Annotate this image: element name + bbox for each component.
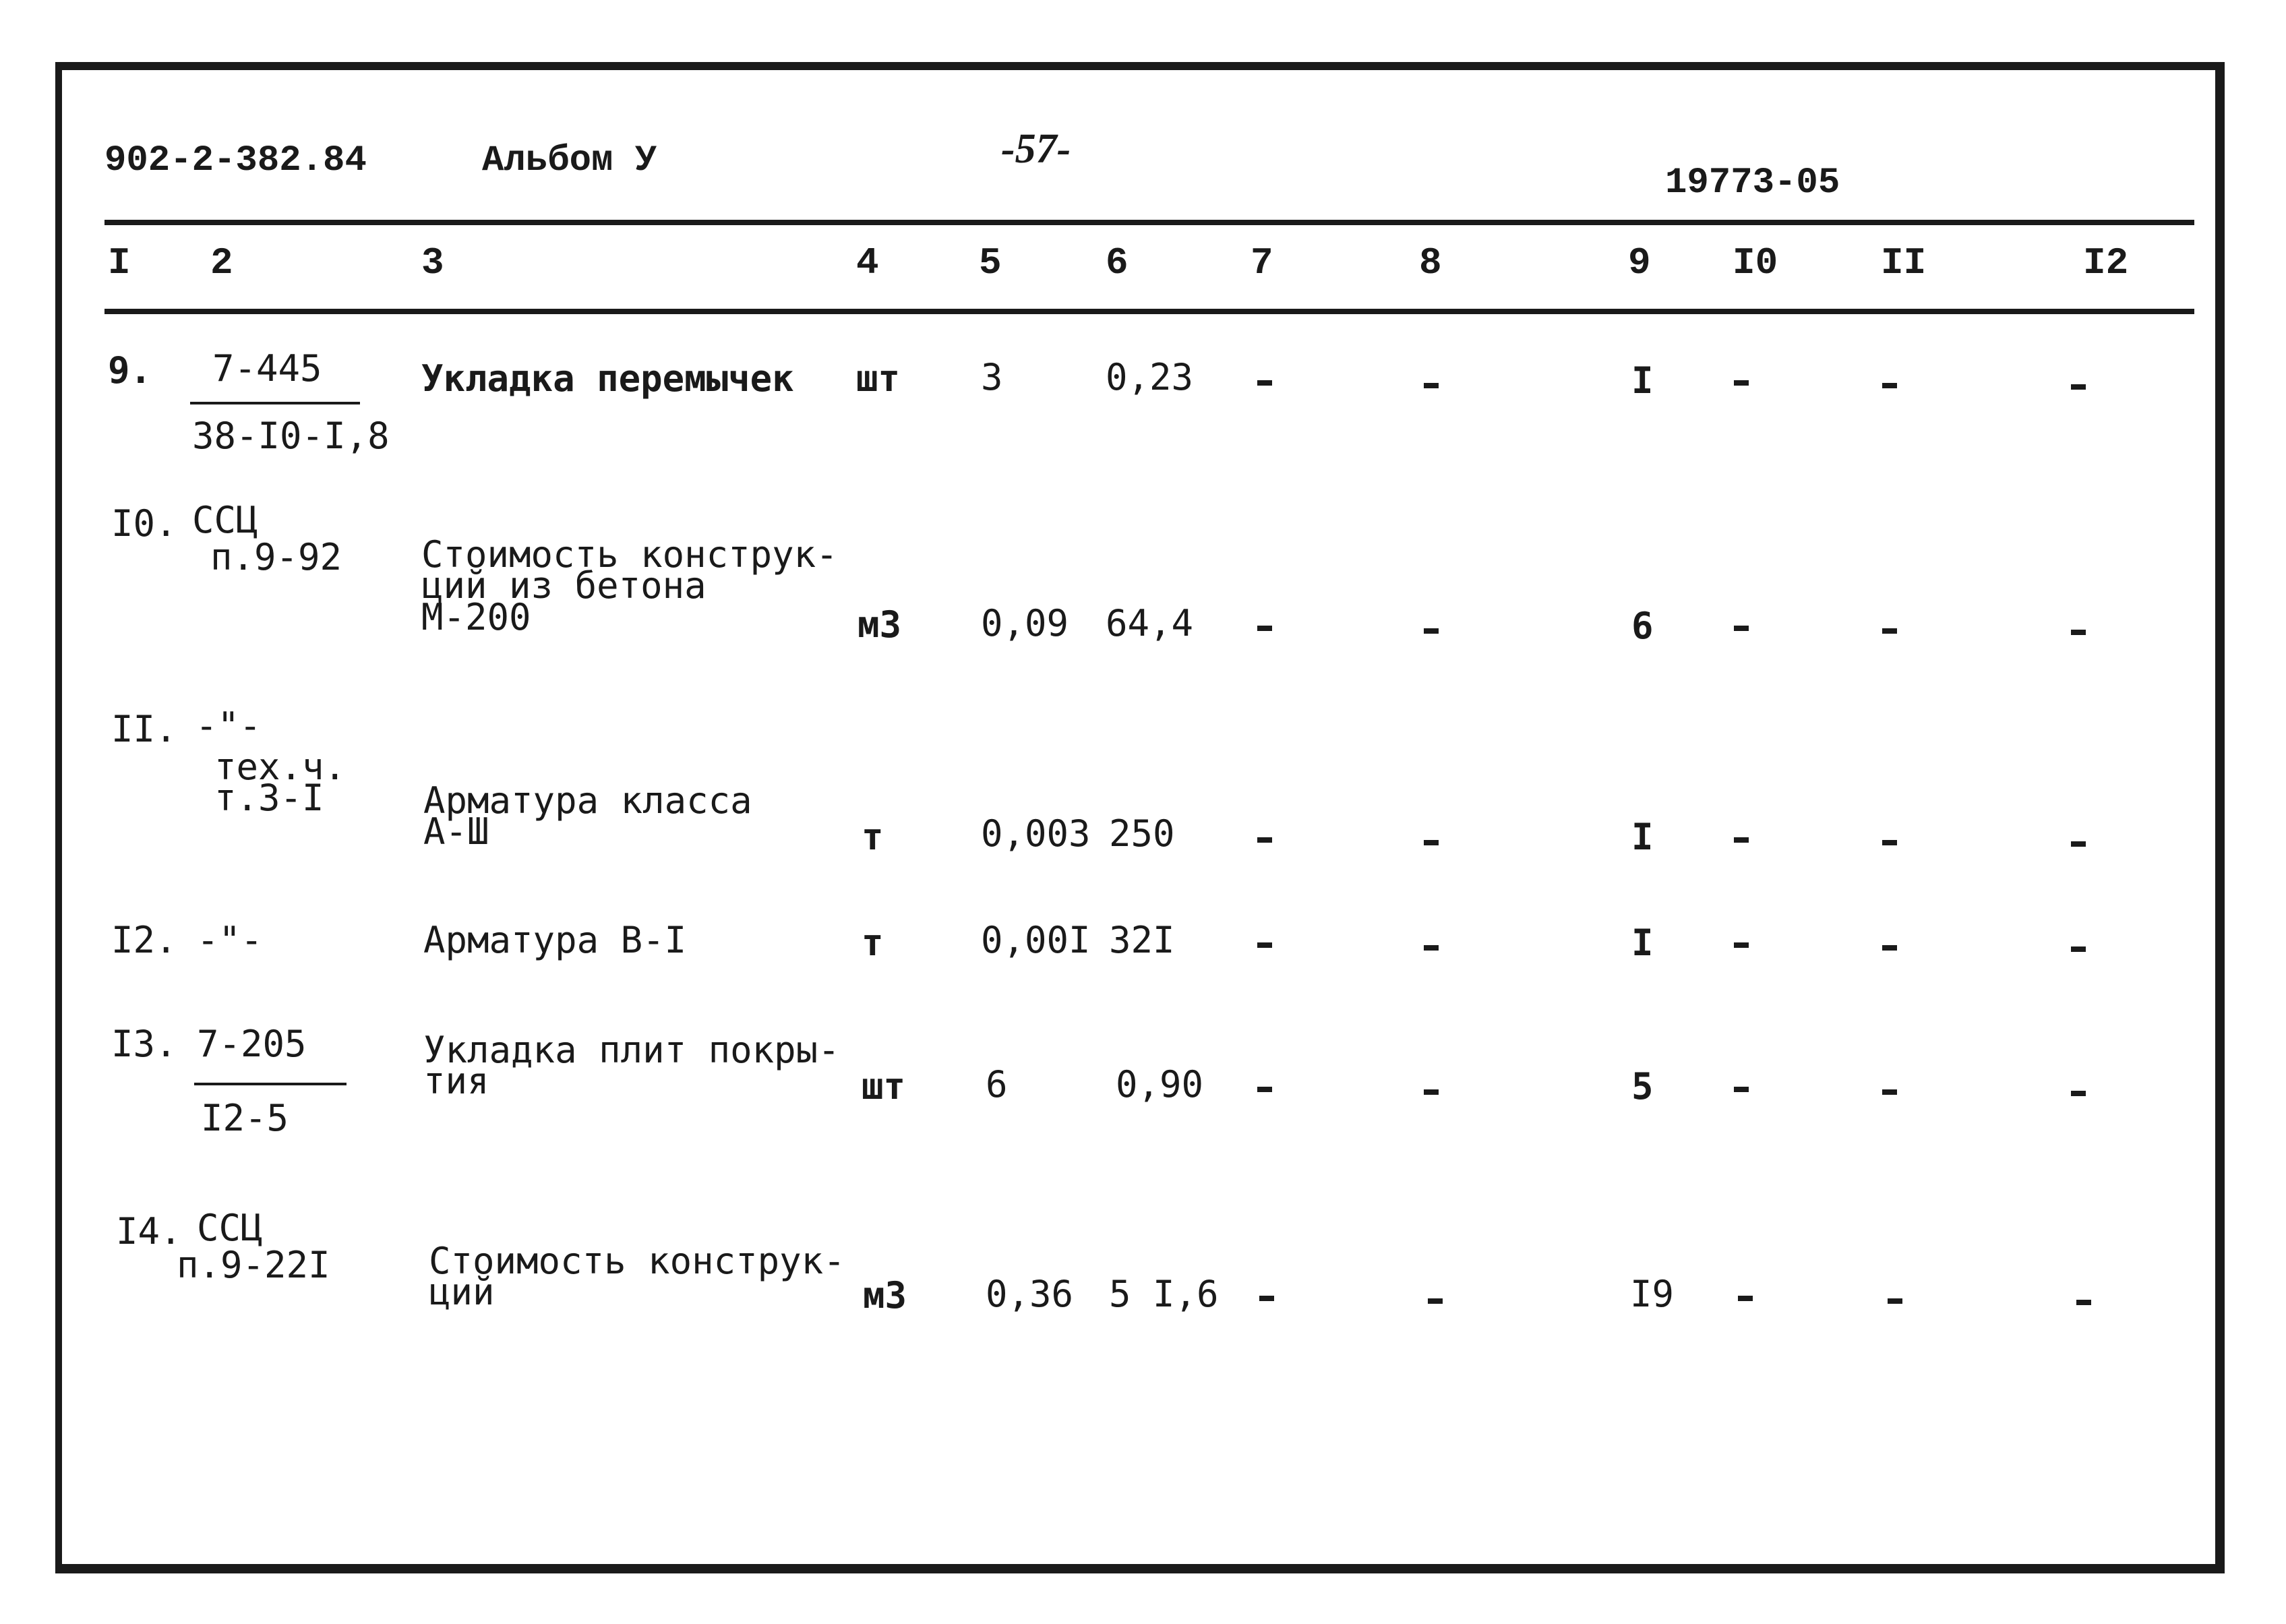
empty-cell-dash	[1882, 945, 1897, 951]
column-header-9: 9	[1628, 241, 1651, 284]
row-number: I3.	[111, 1023, 177, 1065]
column-header-2: 2	[210, 241, 233, 284]
unit-price: 32I	[1109, 919, 1175, 961]
quantity: 0,00I	[981, 919, 1091, 961]
column-header-8: 8	[1419, 241, 1442, 284]
row-number: I0.	[111, 502, 177, 545]
work-description: Стоимость конструк- ций из бетона М-200	[421, 533, 838, 638]
column-header-6: 6	[1106, 241, 1129, 284]
unit-price: 5 I,6	[1109, 1273, 1219, 1315]
column-header-12: I2	[2083, 241, 2129, 284]
unit-price: 0,23	[1106, 356, 1194, 398]
fraction-line	[194, 1083, 347, 1085]
empty-cell-dash	[2071, 841, 2086, 847]
empty-cell-dash	[2071, 946, 2086, 952]
empty-cell-dash	[1257, 380, 1272, 386]
unit: шт	[856, 357, 901, 400]
empty-cell-dash	[1257, 942, 1272, 948]
unit: шт	[862, 1065, 906, 1108]
document-code: 902-2-382.84	[104, 140, 367, 181]
empty-cell-dash	[2071, 384, 2086, 390]
row-number: II.	[111, 708, 177, 750]
empty-cell-dash	[2071, 1091, 2086, 1096]
norm-code-bottom: I2-5	[201, 1097, 289, 1139]
empty-cell-dash	[1882, 840, 1897, 845]
empty-cell-dash	[1734, 942, 1749, 948]
unit: м3	[863, 1274, 907, 1317]
work-description: Арматура класса А-Ш	[423, 779, 752, 853]
column-9-value: I	[1631, 922, 1654, 964]
empty-cell-dash	[2076, 1300, 2091, 1305]
empty-cell-dash	[1424, 945, 1439, 951]
quantity: 6	[986, 1063, 1008, 1106]
empty-cell-dash	[1259, 1296, 1274, 1301]
quantity: 0,003	[981, 812, 1091, 855]
column-9-value: 6	[1631, 605, 1654, 647]
column-9-value: 5	[1631, 1065, 1654, 1108]
column-9-value: I	[1631, 359, 1654, 402]
column-header-4: 4	[856, 241, 879, 284]
empty-cell-dash	[1424, 840, 1439, 845]
empty-cell-dash	[1424, 383, 1439, 388]
empty-cell-dash	[1734, 626, 1749, 631]
empty-cell-dash	[1882, 628, 1897, 634]
header-rule-bottom	[104, 309, 2194, 314]
row-number: I4.	[116, 1210, 182, 1253]
column-header-5: 5	[979, 241, 1002, 284]
norm-code-top: -"-	[195, 704, 262, 747]
column-header-1: I	[108, 241, 131, 284]
inventory-number: 19773-05	[1665, 162, 1840, 204]
column-9-value: I9	[1630, 1273, 1675, 1315]
norm-code-bottom: п.9-22I	[177, 1244, 330, 1286]
quantity: 0,09	[981, 602, 1069, 644]
empty-cell-dash	[1882, 383, 1897, 388]
norm-code-bottom: 38-I0-I,8	[192, 415, 390, 457]
empty-cell-dash	[1882, 1089, 1897, 1095]
empty-cell-dash	[1257, 626, 1272, 631]
empty-cell-dash	[1734, 380, 1749, 386]
norm-code-top: 7-445	[212, 347, 322, 390]
norm-code-top: ССЦ	[197, 1207, 263, 1249]
unit-price: 250	[1109, 812, 1175, 855]
empty-cell-dash	[1257, 837, 1272, 843]
norm-code-top: ССЦ	[192, 499, 258, 541]
empty-cell-dash	[1424, 628, 1439, 634]
empty-cell-dash	[2071, 630, 2086, 635]
work-description: Укладка плит покры- тия	[423, 1029, 840, 1103]
row-number: I2.	[111, 919, 177, 961]
empty-cell-dash	[1734, 837, 1749, 843]
column-header-3: 3	[421, 241, 444, 284]
norm-code-top: -"-	[197, 919, 263, 961]
norm-code-bottom: тех.ч. т.3-I	[214, 746, 347, 820]
column-header-10: I0	[1733, 241, 1778, 284]
fraction-line	[190, 402, 360, 404]
unit-price: 64,4	[1106, 602, 1194, 644]
column-9-value: I	[1631, 816, 1654, 858]
norm-code-top: 7-205	[197, 1023, 307, 1065]
quantity: 0,36	[986, 1273, 1074, 1315]
album-label: Альбом У	[482, 140, 657, 181]
unit-price: 0,90	[1116, 1063, 1204, 1106]
header-rule-top	[104, 220, 2194, 225]
empty-cell-dash	[1888, 1298, 1902, 1304]
column-header-7: 7	[1251, 241, 1273, 284]
empty-cell-dash	[1738, 1296, 1753, 1301]
quantity: 3	[981, 356, 1003, 398]
empty-cell-dash	[1424, 1089, 1439, 1095]
work-description: Арматура В-I	[423, 919, 687, 961]
empty-cell-dash	[1257, 1087, 1272, 1092]
row-number: 9.	[108, 349, 152, 392]
unit: м3	[858, 603, 902, 646]
unit: т	[862, 816, 884, 858]
work-description: Укладка перемычек	[421, 357, 794, 400]
norm-code-bottom: п.9-92	[210, 536, 342, 578]
column-header-11: II	[1881, 241, 1927, 284]
unit: т	[862, 922, 884, 964]
empty-cell-dash	[1428, 1298, 1443, 1304]
page-number: -57-	[1001, 126, 1071, 172]
work-description: Стоимость конструк- ций	[429, 1240, 845, 1314]
empty-cell-dash	[1734, 1087, 1749, 1092]
